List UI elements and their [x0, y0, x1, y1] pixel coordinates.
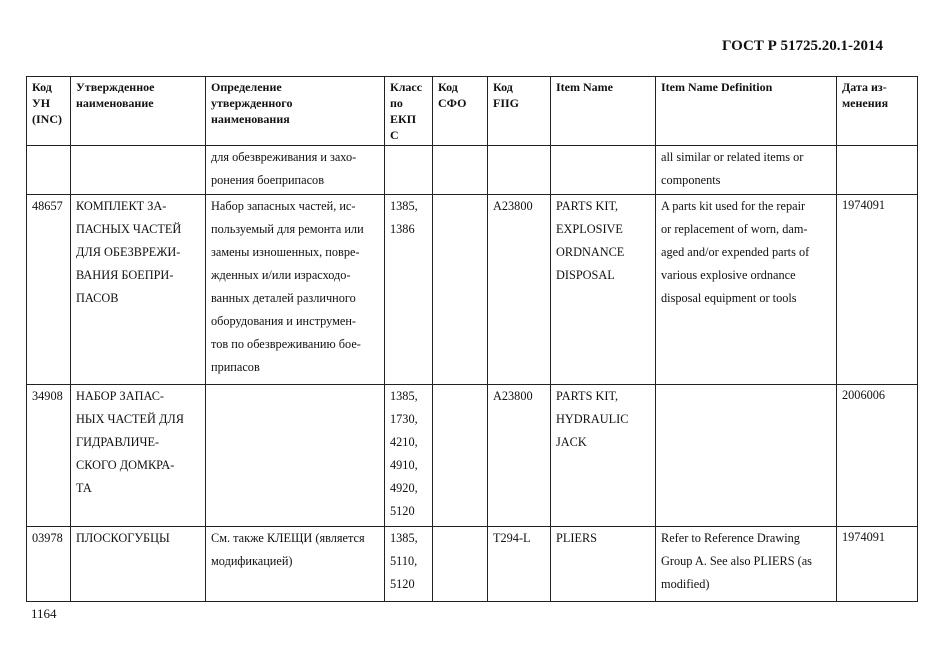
cell-definition [206, 385, 385, 527]
header-definition: Определение утвержденного наименования [206, 77, 385, 146]
cell-approved-name [71, 146, 206, 195]
cell-sfo [433, 527, 488, 602]
table-row [27, 146, 918, 195]
table-row [27, 195, 918, 385]
document-title: ГОСТ Р 51725.20.1-2014 [722, 38, 884, 54]
header-item-name: Item Name [551, 77, 656, 146]
cell-inc [27, 146, 71, 195]
cell-item-name: PARTS KIT, HYDRAULIC JACK [551, 385, 656, 527]
cell-fiig: T294-L [488, 527, 551, 602]
cell-date: 2006006 [837, 385, 918, 527]
table-row [27, 385, 918, 527]
header-sfo: Код СФО [433, 77, 488, 146]
cell-definition: См. также КЛЕЩИ (является модификацией) [206, 527, 385, 602]
table-row [27, 527, 918, 602]
cell-inc: 48657 [27, 195, 71, 385]
cell-class: 1385, 5110, 5120 [385, 527, 433, 602]
cell-fiig: A23800 [488, 195, 551, 385]
cell-inc: 34908 [27, 385, 71, 527]
cell-item-name-definition: all similar or related items or components [656, 146, 837, 195]
page-number: 1164 [31, 606, 57, 621]
cell-date: 1974091 [837, 527, 918, 602]
cell-approved-name: ПЛОСКОГУБЦЫ [71, 527, 206, 602]
registry-table [26, 76, 918, 602]
cell-inc: 03978 [27, 527, 71, 602]
cell-item-name: PARTS KIT, EXPLOSIVE ORDNANCE DISPOSAL [551, 195, 656, 385]
header-item-name-definition: Item Name Definition [656, 77, 837, 146]
cell-class: 1385, 1386 [385, 195, 433, 385]
cell-item-name [551, 146, 656, 195]
header-fiig: Код FIIG [488, 77, 551, 146]
header-inc: Код УН (INC) [27, 77, 71, 146]
cell-item-name-definition: Refer to Reference Drawing Group A. See also PLIERS (as modified) [656, 527, 837, 602]
cell-fiig: A23800 [488, 385, 551, 527]
cell-definition: для обезвреживания и захо- ронения боеприпасов [206, 146, 385, 195]
cell-date: 1974091 [837, 195, 918, 385]
cell-approved-name: КОМПЛЕКТ ЗА- ПАСНЫХ ЧАСТЕЙ ДЛЯ ОБЕЗВРЕЖИ- ВАНИЯ БОЕПРИ- ПАСОВ [71, 195, 206, 385]
cell-sfo [433, 385, 488, 527]
cell-class [385, 146, 433, 195]
cell-item-name: PLIERS [551, 527, 656, 602]
cell-item-name-definition: A parts kit used for the repair or replacement of worn, dam- aged and/or expended parts of various explosive ordnance disposal equipment or tools [656, 195, 837, 385]
table-header-row [27, 77, 918, 146]
header-approved-name: Утвержденное наименование [71, 77, 206, 146]
cell-item-name-definition [656, 385, 837, 527]
cell-definition: Набор запасных частей, ис- пользуемый для ремонта или замены изношенных, повре- жденных и/или израсходо- ванных деталей различного оборудования и инструмен- тов по обезвреживанию бое- припасов [206, 195, 385, 385]
header-class: Класс по ЕКП С [385, 77, 433, 146]
cell-fiig [488, 146, 551, 195]
cell-sfo [433, 195, 488, 385]
cell-approved-name: НАБОР ЗАПАС- НЫХ ЧАСТЕЙ ДЛЯ ГИДРАВЛИЧЕ- СКОГО ДОМКРА- ТА [71, 385, 206, 527]
header-date: Дата из- менения [837, 77, 918, 146]
cell-sfo [433, 146, 488, 195]
cell-class: 1385, 1730, 4210, 4910, 4920, 5120 [385, 385, 433, 527]
cell-date [837, 146, 918, 195]
